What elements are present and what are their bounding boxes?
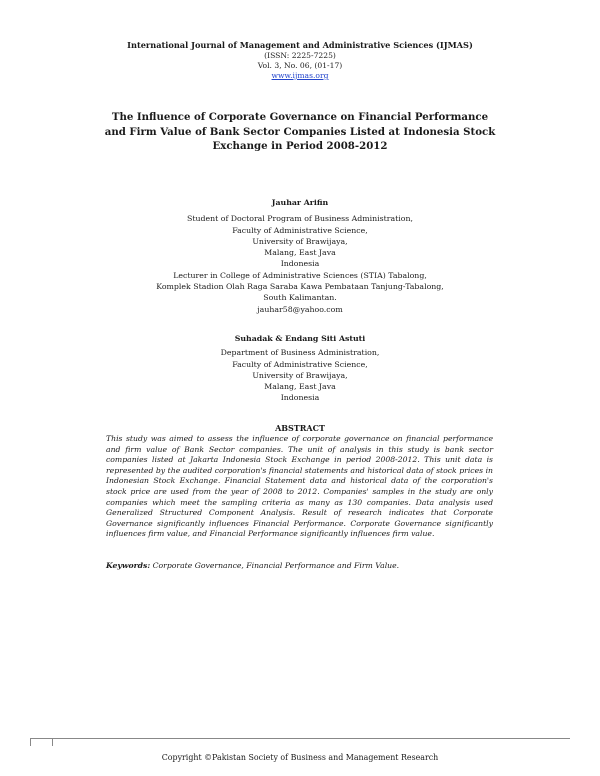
- author-name: Jauhar Arifin: [271, 198, 329, 207]
- affiliation-line: Malang, East Java: [264, 248, 336, 258]
- copyright-notice: Copyright ©Pakistan Society of Business and Management Research: [161, 753, 439, 762]
- paper-title: The Influence of Corporate Governance on Financial Performance and Firm Value of Bank Sector Companies Listed at Indonesia Stock Exchange in Period 2008-2012: [104, 111, 496, 152]
- abstract-heading: ABSTRACT: [275, 423, 325, 433]
- affiliation-line: Faculty of Administrative Science,: [232, 225, 368, 235]
- keywords: [106, 561, 493, 570]
- journal-issn: (ISSN: 2225-7225): [264, 51, 336, 60]
- affiliation-line: Lecturer in College of Administrative Sciences (STIA) Tabalong,: [173, 270, 427, 280]
- affiliation-line: Student of Doctoral Program of Business Administration,: [187, 214, 413, 224]
- author-email[interactable]: jauhar58@yahoo.com: [257, 304, 343, 314]
- abstract-text: This study was aimed to assess the influence of corporate governance on financial performance and firm value of Bank Sector companies. The unit of analysis in this study is bank sector companies listed at Jakarta Indonesia Stock Exchange in period 2008-2012. This unit data is represented by the audited corporation's financial statements and historical data of stock prices in Indonesian Stock Exchange. Financial Statement data and historical data of the corporation's stock price are used from the year of 2008 to 2012. Companies' samples in the study are only companies which meet the sampling criteria as many as 130 companies. Data analysis used Generalized Structured Component Analysis. Result of research indicates that Corporate Governance significantly influences Financial Performance. Corporate Governance significantly influences firm value, and Financial Performance significantly influences firm value.: [106, 434, 493, 539]
- page-number-box: [30, 738, 53, 746]
- journal-volume: Vol. 3, No. 06, (01-17): [257, 61, 343, 70]
- journal-website: [0, 71, 600, 80]
- affiliation-line: Department of Business Administration,: [220, 348, 380, 358]
- affiliation-line: Indonesia: [280, 393, 320, 403]
- affiliation-line: Malang, East Java: [264, 382, 336, 392]
- author-block-1: [0, 197, 600, 315]
- affiliation-line: Komplek Stadion Olah Raga Saraba Kawa Pembataan Tanjung-Tabalong,: [156, 282, 444, 292]
- keywords-label: Keywords:: [106, 561, 151, 570]
- footer-divider: [30, 738, 570, 739]
- affiliation-line: University of Brawijaya,: [252, 236, 348, 246]
- affiliation-line: South Kalimantan.: [263, 293, 337, 303]
- affiliation-line: Faculty of Administrative Science,: [232, 359, 368, 369]
- author-name: Suhadak & Endang Siti Astuti: [234, 334, 366, 343]
- author-block-2: [0, 333, 600, 404]
- keywords-text: Corporate Governance, Financial Performance and Firm Value.: [152, 561, 400, 570]
- affiliation-line: University of Brawijaya,: [252, 370, 348, 380]
- journal-title: International Journal of Management and Administrative Sciences (IJMAS): [127, 40, 473, 50]
- website-link[interactable]: www.ijmas.org: [271, 71, 329, 80]
- page-number-box-edge: [52, 738, 53, 746]
- affiliation-line: Indonesia: [280, 259, 320, 269]
